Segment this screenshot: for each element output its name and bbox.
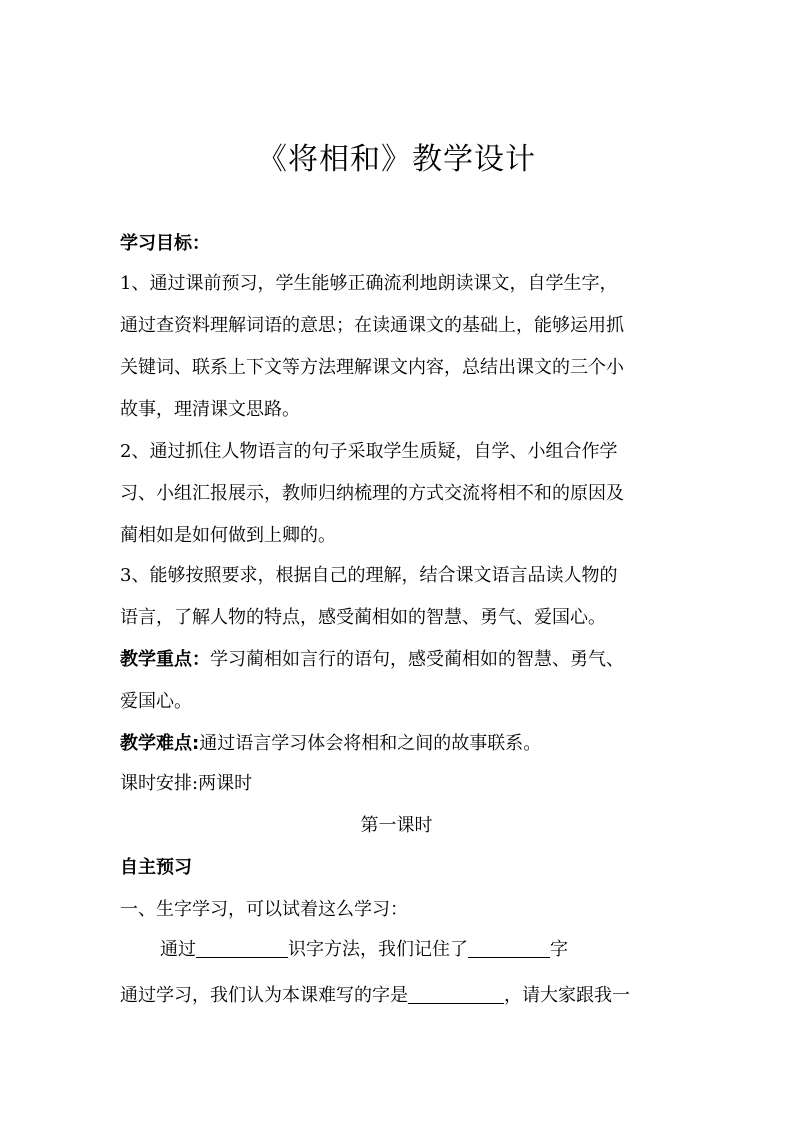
goal1-line1: 1、通过课前预习，学生能够正确流利地朗读课文，自学生字， — [120, 273, 618, 294]
key-point-label: 教学重点： — [120, 649, 210, 670]
goal2-line1: 2、通过抓住人物语言的句子采取学生质疑，自学、小组合作学 — [120, 441, 618, 462]
difficulty-label: 教学难点: — [120, 733, 200, 754]
lesson-heading: 第一课时 — [360, 815, 433, 836]
blank-method[interactable] — [196, 939, 288, 958]
fill1-middle: 识字方法，我们记住了 — [288, 939, 468, 960]
blank-hard-character[interactable] — [408, 985, 504, 1004]
difficulty — [120, 730, 680, 758]
goals-heading: 学习目标： — [120, 233, 210, 254]
key-point — [120, 646, 680, 674]
goal3-line2: 语言，了解人物的特点，感受蔺相如的智慧、勇气、爱国心。 — [120, 607, 606, 628]
goal1-line4: 故事，理清课文思路。 — [120, 399, 300, 420]
key-point-text: 学习蔺相如言行的语句，感受蔺相如的智慧、勇气、 — [210, 649, 624, 670]
goal3-line1: 3、能够按照要求，根据自己的理解，结合课文语言品读人物的 — [120, 565, 618, 586]
fill2-suffix: ，请大家跟我一 — [504, 985, 630, 1006]
fill-line-1 — [160, 936, 720, 964]
goal2-line2: 习、小组汇报展示，教师归纳梳理的方式交流将相不和的原因及 — [120, 483, 624, 504]
goal1-line2: 通过查资料理解词语的意思；在读通课文的基础上，能够运用抓 — [120, 315, 624, 336]
document-title: 《将相和》教学设计 — [257, 142, 536, 177]
goal1-line3: 关键词、联系上下文等方法理解课文内容，总结出课文的三个小 — [120, 357, 624, 378]
blank-characters[interactable] — [468, 939, 550, 958]
schedule: 课时安排:两课时 — [120, 773, 253, 794]
fill2-prefix: 通过学习，我们认为本课难写的字是 — [120, 985, 408, 1006]
difficulty-text: 通过语言学习体会将相和之间的故事联系。 — [199, 733, 542, 754]
goal2-line3: 蔺相如是如何做到上卿的。 — [120, 525, 336, 546]
self-study-heading: 自主预习 — [120, 857, 192, 878]
item-one: 一、生字学习，可以试着这么学习： — [120, 899, 408, 920]
fill1-prefix: 通过 — [160, 939, 196, 960]
key-point-line2: 爱国心。 — [120, 691, 192, 712]
fill1-suffix: 字 — [550, 939, 568, 960]
fill-line-2 — [120, 982, 680, 1010]
